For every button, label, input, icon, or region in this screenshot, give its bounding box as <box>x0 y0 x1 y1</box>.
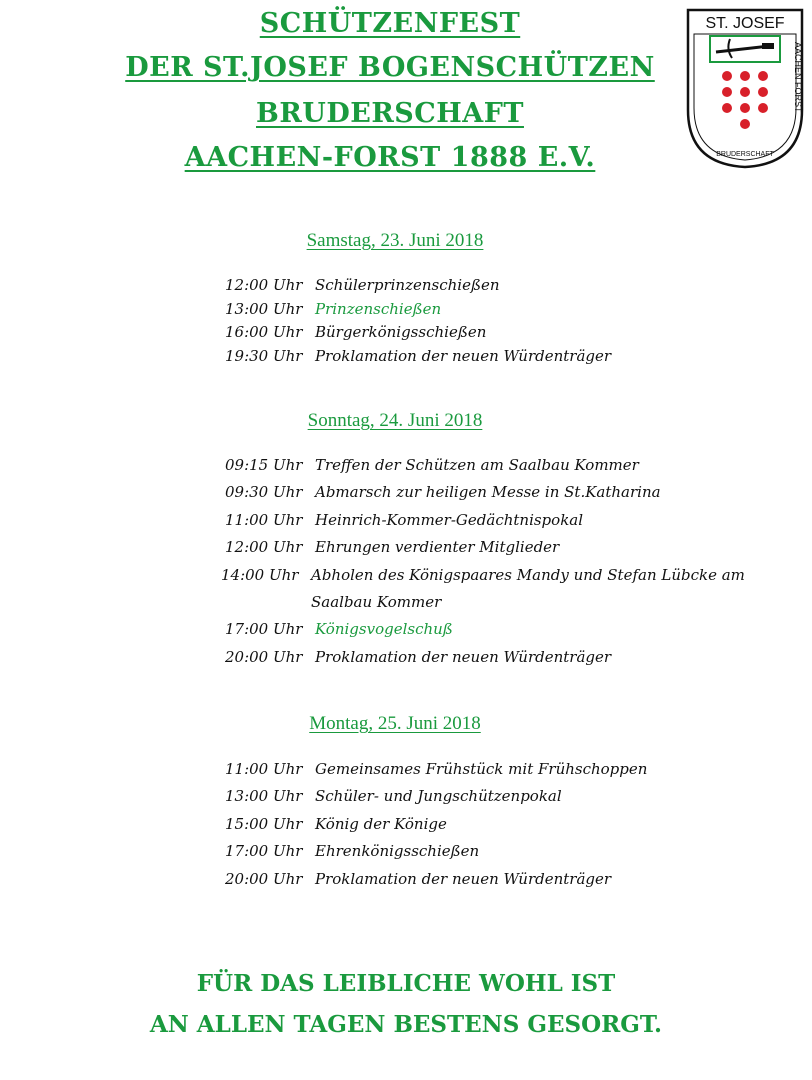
schedule-row: 14:00 Uhr Abholen des Königspaares Mandy und Stefan Lübcke am <box>221 566 745 584</box>
logo-right-text: AACHEN FORST <box>793 42 803 113</box>
schedule-row: 11:00 Uhr Heinrich-Kommer-Gedächtnispokal <box>225 511 584 529</box>
title-line-1: SCHÜTZENFEST <box>259 8 521 39</box>
schedule-row: 17:00 Uhr Ehrenkönigsschießen <box>225 842 480 860</box>
logo-bottom-text: BRUDERSCHAFT <box>716 151 774 158</box>
schedule-row: 12:00 Uhr Schülerprinzenschießen <box>225 276 500 294</box>
schedule-row: 09:30 Uhr Abmarsch zur heiligen Messe in St.Katharina <box>225 483 661 501</box>
schedule-row: 19:30 Uhr Proklamation der neuen Würdenträger <box>225 347 612 365</box>
schedule-row: 11:00 Uhr Gemeinsames Frühstück mit Frühschoppen <box>225 760 648 778</box>
day-heading-monday: Montag, 25. Juni 2018 <box>309 713 481 734</box>
schedule-row: 13:00 Uhr Schüler- und Jungschützenpokal <box>225 787 562 805</box>
footer-line-2: AN ALLEN TAGEN BESTENS GESORGT. <box>149 1011 663 1038</box>
day-heading-sunday: Sonntag, 24. Juni 2018 <box>307 410 483 431</box>
title-line-4: AACHEN-FORST 1888 E.V. <box>184 142 596 173</box>
schedule-row-continuation: Saalbau Kommer <box>311 593 442 611</box>
schedule-row: 12:00 Uhr Ehrungen verdienter Mitglieder <box>225 538 560 556</box>
logo-top-text: ST. JOSEF <box>705 15 785 32</box>
schedule-row: 16:00 Uhr Bürgerkönigsschießen <box>225 323 487 341</box>
schedule-row: 17:00 Uhr Königsvogelschuß <box>225 620 453 638</box>
title-line-2: DER ST.JOSEF BOGENSCHÜTZEN <box>125 52 655 83</box>
day-heading-saturday: Samstag, 23. Juni 2018 <box>306 230 484 251</box>
title-line-3: BRUDERSCHAFT <box>256 98 524 129</box>
schedule-row: 20:00 Uhr Proklamation der neuen Würdenträger <box>225 648 612 666</box>
footer-line-1: FÜR DAS LEIBLICHE WOHL IST <box>196 970 616 997</box>
schedule-row: 09:15 Uhr Treffen der Schützen am Saalbau Kommer <box>225 456 639 474</box>
schedule-row: 15:00 Uhr König der Könige <box>225 815 447 833</box>
schedule-row: 20:00 Uhr Proklamation der neuen Würdenträger <box>225 870 612 888</box>
brotherhood-logo <box>684 6 806 170</box>
schedule-row: 13:00 Uhr Prinzenschießen <box>225 300 442 318</box>
